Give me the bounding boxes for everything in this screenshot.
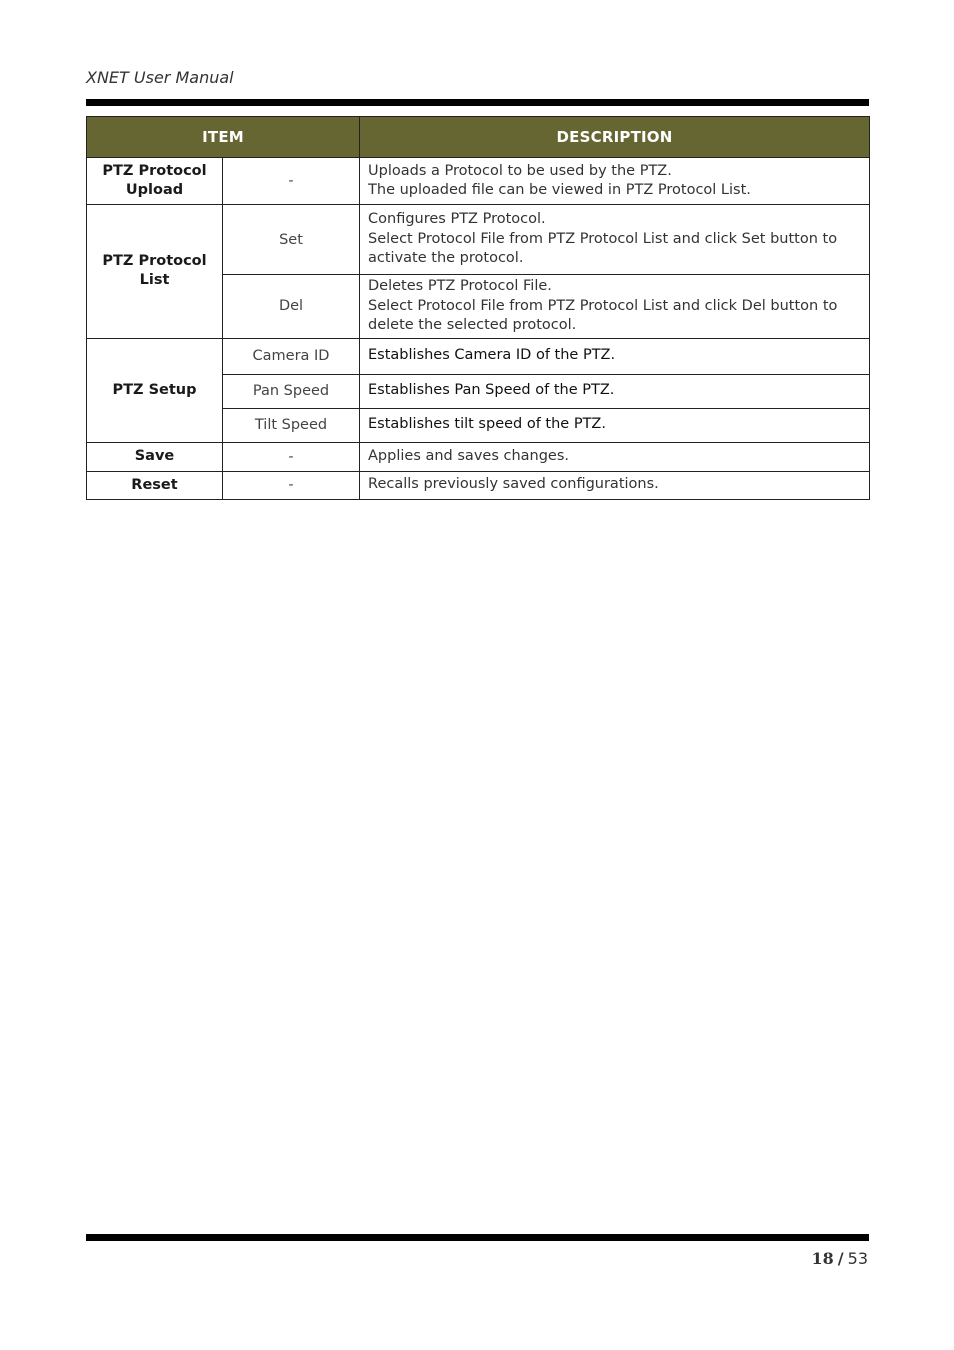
description-cell (360, 275, 870, 339)
description-line: Select Protocol File from PTZ Protocol List and click Del button to delete the selected protocol. (368, 297, 838, 333)
sub-item-tilt-speed: Tilt Speed (223, 408, 360, 442)
description-line: The uploaded file can be viewed in PTZ Protocol List. (368, 182, 751, 198)
description-cell (360, 205, 870, 275)
table-header-row (87, 117, 870, 158)
total-pages: 53 (847, 1249, 868, 1268)
sub-item-del: Del (223, 275, 360, 339)
description-cell: Establishes tilt speed of the PTZ. (360, 408, 870, 442)
table-row (87, 158, 870, 205)
item-ptz-protocol-upload: PTZ Protocol Upload (87, 158, 223, 205)
description-line: Deletes PTZ Protocol File. (368, 278, 552, 294)
table-row (87, 205, 870, 275)
sub-item: - (223, 158, 360, 205)
description-line: Uploads a Protocol to be used by the PTZ. (368, 162, 672, 179)
manual-title: XNET User Manual (86, 68, 234, 87)
page-separator: / (837, 1249, 844, 1268)
table-row (87, 471, 870, 499)
table-row (87, 442, 870, 471)
column-header-description: DESCRIPTION (360, 117, 870, 158)
bottom-divider (86, 1234, 869, 1241)
sub-item: - (223, 471, 360, 499)
description-cell: Recalls previously saved configurations. (360, 471, 870, 499)
sub-item-set: Set (223, 205, 360, 275)
sub-item: - (223, 442, 360, 471)
item-reset: Reset (87, 471, 223, 499)
item-ptz-setup: PTZ Setup (87, 338, 223, 442)
description-cell: Establishes Pan Speed of the PTZ. (360, 374, 870, 408)
description-cell (360, 158, 870, 205)
description-line: Configures PTZ Protocol. (368, 211, 546, 228)
description-cell: Establishes Camera ID of the PTZ. (360, 338, 870, 374)
table-row (87, 338, 870, 374)
top-divider (86, 99, 869, 106)
sub-item-pan-speed: Pan Speed (223, 374, 360, 408)
item-ptz-protocol-list: PTZ Protocol List (87, 205, 223, 339)
settings-table (86, 116, 870, 500)
description-cell: Applies and saves changes. (360, 442, 870, 471)
sub-item-camera-id: Camera ID (223, 338, 360, 374)
description-line: Select Protocol File from PTZ Protocol List and click Set button to activate the protocol. (368, 230, 838, 267)
page-number (812, 1249, 868, 1268)
item-save: Save (87, 442, 223, 471)
column-header-item: ITEM (87, 117, 360, 158)
current-page: 18 (811, 1249, 834, 1268)
